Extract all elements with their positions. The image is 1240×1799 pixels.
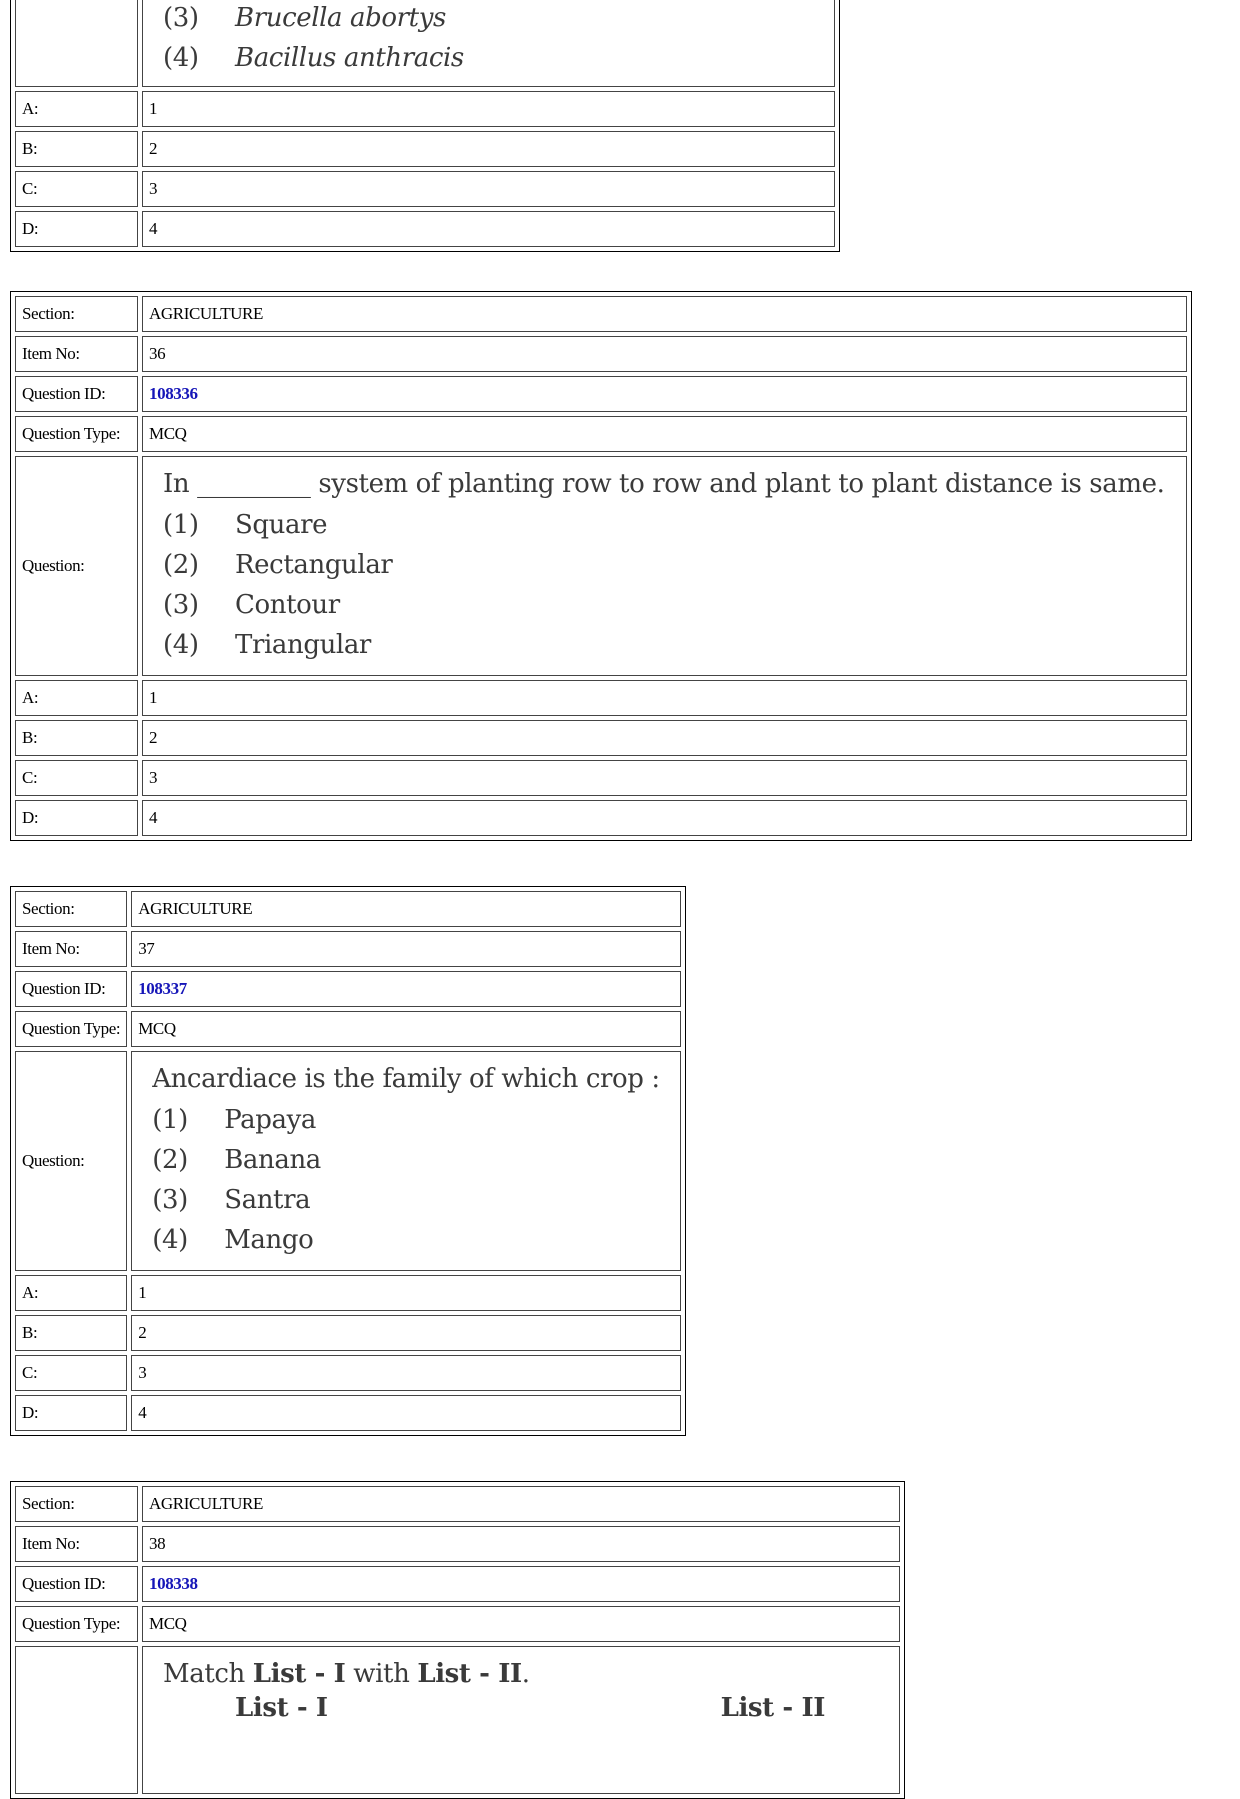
list-2-header: List - II: [720, 1693, 825, 1723]
question-label: Question:: [15, 456, 138, 676]
answer-d-label: D:: [15, 211, 138, 247]
question-type-value: MCQ: [142, 1606, 900, 1642]
question-type-label: Question Type:: [15, 1606, 138, 1642]
question-id-label: Question ID:: [15, 1566, 138, 1602]
option-4: (4) Triangular: [163, 630, 371, 660]
answer-a-value: 1: [142, 680, 1187, 716]
answer-a-row: [15, 680, 1187, 716]
question-type-value: MCQ: [131, 1011, 681, 1047]
answer-d-value: 4: [131, 1395, 681, 1431]
question-type-label: Question Type:: [15, 1011, 127, 1047]
section-value: AGRICULTURE: [142, 1486, 900, 1522]
question-type-row: [15, 1606, 900, 1642]
item-no-label: Item No:: [15, 336, 138, 372]
item-no-value: 38: [142, 1526, 900, 1562]
answer-d-label: D:: [15, 800, 138, 836]
answer-a-value: 1: [131, 1275, 681, 1311]
question-id-value: 108337: [131, 971, 681, 1007]
answer-c-row: [15, 1355, 681, 1391]
answer-d-value: 4: [142, 800, 1187, 836]
answer-c-label: C:: [15, 171, 138, 207]
option-2: (2) Banana: [152, 1145, 321, 1175]
answer-c-label: C:: [15, 760, 138, 796]
item-no-value: 36: [142, 336, 1187, 372]
item-no-row: [15, 1526, 900, 1562]
question-label: Question:: [15, 1051, 127, 1271]
question-table-prev: [10, 0, 840, 252]
question-stem: Ancardiace is the family of which crop :: [152, 1064, 660, 1094]
answer-d-row: [15, 211, 835, 247]
question-label-cell: [15, 0, 138, 87]
answer-b-label: B:: [15, 1315, 127, 1351]
section-value: AGRICULTURE: [131, 891, 681, 927]
answer-d-value: 4: [142, 211, 835, 247]
question-row: [15, 1646, 900, 1794]
question-table-38: [10, 1481, 905, 1799]
section-label: Section:: [15, 891, 127, 927]
option-3: (3) Contour: [163, 590, 340, 620]
answer-b-label: B:: [15, 131, 138, 167]
answer-d-label: D:: [15, 1395, 127, 1431]
question-type-row: [15, 416, 1187, 452]
section-label: Section:: [15, 1486, 138, 1522]
answer-b-value: 2: [142, 131, 835, 167]
answer-c-row: [15, 760, 1187, 796]
answer-a-label: A:: [15, 680, 138, 716]
question-type-row: [15, 1011, 681, 1047]
answer-d-row: [15, 1395, 681, 1431]
question-id-row: [15, 1566, 900, 1602]
question-id-value: 108336: [142, 376, 1187, 412]
option-4: (4) Bacillus anthracis: [163, 43, 464, 73]
section-row: [15, 1486, 900, 1522]
answer-c-value: 3: [142, 171, 835, 207]
question-content: [142, 0, 835, 87]
item-no-row: [15, 931, 681, 967]
answer-a-label: A:: [15, 1275, 127, 1311]
question-label-cell: [15, 1646, 138, 1794]
question-row: [15, 456, 1187, 676]
answer-a-row: [15, 91, 835, 127]
item-no-label: Item No:: [15, 1526, 138, 1562]
answer-a-value: 1: [142, 91, 835, 127]
option-3: (3) Brucella abortys: [163, 3, 446, 33]
list-1-header: List - I: [235, 1693, 328, 1723]
answer-c-label: C:: [15, 1355, 127, 1391]
answer-b-row: [15, 131, 835, 167]
question-row: [15, 1051, 681, 1271]
answer-c-value: 3: [131, 1355, 681, 1391]
item-no-row: [15, 336, 1187, 372]
question-id-row: [15, 376, 1187, 412]
match-list-headers: [235, 1693, 825, 1723]
question-row: [15, 0, 835, 87]
question-id-label: Question ID:: [15, 971, 127, 1007]
answer-b-row: [15, 720, 1187, 756]
question-type-label: Question Type:: [15, 416, 138, 452]
answer-b-label: B:: [15, 720, 138, 756]
option-4: (4) Mango: [152, 1225, 314, 1255]
answer-a-label: A:: [15, 91, 138, 127]
question-table-37: [10, 886, 686, 1436]
option-1: (1) Papaya: [152, 1105, 316, 1135]
answer-c-value: 3: [142, 760, 1187, 796]
section-value: AGRICULTURE: [142, 296, 1187, 332]
answer-d-row: [15, 800, 1187, 836]
question-id-row: [15, 971, 681, 1007]
question-content: [131, 1051, 681, 1271]
section-row: [15, 296, 1187, 332]
option-2: (2) Rectangular: [163, 550, 393, 580]
section-label: Section:: [15, 296, 138, 332]
answer-b-value: 2: [131, 1315, 681, 1351]
option-3: (3) Santra: [152, 1185, 311, 1215]
question-table-36: [10, 291, 1192, 841]
option-1: (1) Square: [163, 510, 328, 540]
question-content: [142, 1646, 900, 1794]
answer-c-row: [15, 171, 835, 207]
question-id-value: 108338: [142, 1566, 900, 1602]
question-type-value: MCQ: [142, 416, 1187, 452]
answer-b-value: 2: [142, 720, 1187, 756]
question-stem: Match List - I with List - II.: [163, 1659, 530, 1689]
section-row: [15, 891, 681, 927]
question-stem: In _________ system of planting row to row and plant to plant distance is same.: [163, 469, 1165, 499]
answer-b-row: [15, 1315, 681, 1351]
answer-a-row: [15, 1275, 681, 1311]
question-content: [142, 456, 1187, 676]
item-no-value: 37: [131, 931, 681, 967]
question-id-label: Question ID:: [15, 376, 138, 412]
item-no-label: Item No:: [15, 931, 127, 967]
